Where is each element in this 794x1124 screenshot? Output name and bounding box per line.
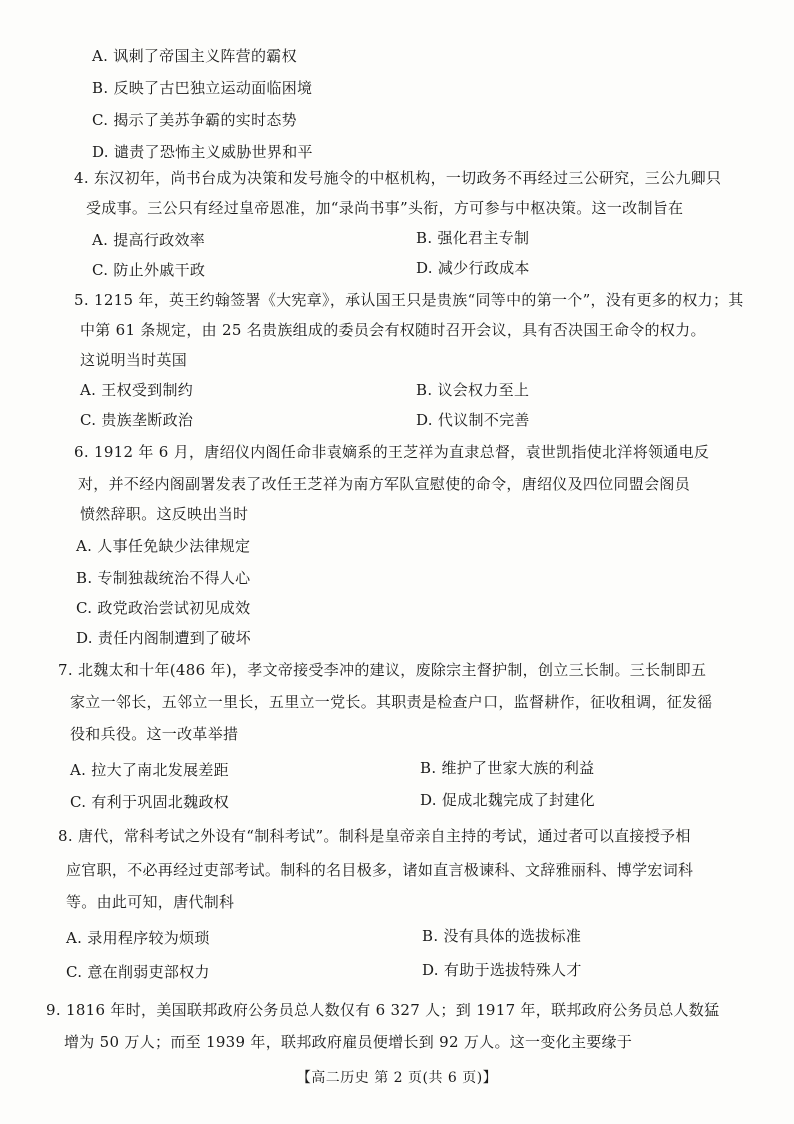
q3-option-d: D. 谴责了恐怖主义威胁世界和平 [92, 143, 313, 161]
q8-stem-line1: 8. 唐代，常科考试之外设有“制科考试”。制科是皇帝亲自主持的考试，通过者可以直接授予相 [58, 827, 691, 845]
q7-option-d: D. 促成北魏完成了封建化 [420, 791, 595, 809]
q4-option-b: B. 强化君主专制 [416, 229, 530, 247]
q4-option-a: A. 提高行政效率 [92, 231, 206, 249]
q5-option-c: C. 贵族垄断政治 [80, 411, 194, 429]
q8-option-c: C. 意在削弱吏部权力 [66, 963, 210, 981]
q4-option-d: D. 减少行政成本 [416, 259, 530, 277]
q4-option-c: C. 防止外戚干政 [92, 261, 206, 279]
q8-stem-line3: 等。由此可知，唐代制科 [66, 893, 235, 911]
q8-option-d: D. 有助于选拔特殊人才 [422, 961, 582, 979]
q9-stem-line2: 增为 50 万人；而至 1939 年，联邦政府雇员便增长到 92 万人。这一变化主要缘于 [64, 1033, 633, 1051]
q8-stem-line2: 应官职，不必再经过吏部考试。制科的名目极多，诸如直言极谏科、文辞雅丽科、博学宏词科 [66, 861, 694, 879]
q6-stem-line1: 6. 1912 年 6 月，唐绍仪内阁任命非袁嫡系的王芝祥为直隶总督，袁世凯指使北洋将领通电反 [74, 443, 710, 461]
q4-stem-line2: 受成事。三公只有经过皇帝恩准，加“录尚书事”头衔，方可参与中枢决策。这一改制旨在 [86, 199, 684, 217]
q3-option-a: A. 讽刺了帝国主义阵营的霸权 [92, 47, 297, 65]
q5-stem-line2: 中第 61 条规定，由 25 名贵族组成的委员会有权随时召开会议，具有否决国王命令的权力。 [80, 321, 706, 339]
page-footer: 【高二历史 第 2 页(共 6 页)】 [296, 1070, 498, 1086]
q6-option-c: C. 政党政治尝试初见成效 [76, 599, 251, 617]
q7-option-c: C. 有利于巩固北魏政权 [70, 793, 230, 811]
q7-option-b: B. 维护了世家大族的利益 [420, 759, 595, 777]
q9-stem-line1: 9. 1816 年时，美国联邦政府公务员总人数仅有 6 327 人；到 1917 年，联邦政府公务员总人数猛 [46, 1001, 720, 1019]
q6-stem-line3: 愤然辞职。这反映出当时 [80, 505, 249, 523]
q6-stem-line2: 对，并不经内阁副署发表了改任王芝祥为南方军队宣慰使的命令，唐绍仪及四位同盟会阁员 [78, 475, 691, 493]
q8-option-a: A. 录用程序较为烦琐 [66, 929, 210, 947]
q5-stem-line1: 5. 1215 年，英王约翰签署《大宪章》，承认国王只是贵族“同等中的第一个”，没有更多的权力；其 [74, 291, 744, 309]
q5-option-d: D. 代议制不完善 [416, 411, 530, 429]
q6-option-b: B. 专制独裁统治不得人心 [76, 569, 251, 587]
q3-option-c: C. 揭示了美苏争霸的实时态势 [92, 111, 297, 129]
q5-option-b: B. 议会权力至上 [416, 381, 530, 399]
q6-option-a: A. 人事任免缺少法律规定 [76, 537, 251, 555]
q8-option-b: B. 没有具体的选拔标准 [422, 927, 582, 945]
q5-option-a: A. 王权受到制约 [80, 381, 194, 399]
q5-stem-line3: 这说明当时英国 [80, 351, 188, 369]
q7-stem-line1: 7. 北魏太和十年(486 年)，孝文帝接受李冲的建议，废除宗主督护制，创立三长制。三长制即五 [58, 661, 707, 679]
q7-stem-line2: 家立一邻长，五邻立一里长，五里立一党长。其职责是检查户口，监督耕作，征收租调，征发徭 [70, 693, 713, 711]
q3-option-b: B. 反映了古巴独立运动面临困境 [92, 79, 313, 97]
q4-stem-line1: 4. 东汉初年，尚书台成为决策和发号施令的中枢机构，一切政务不再经过三公研究，三公九卿只 [74, 169, 722, 187]
q7-stem-line3: 役和兵役。这一改革举措 [70, 725, 239, 743]
q6-option-d: D. 责任内阁制遭到了破坏 [76, 629, 251, 647]
q7-option-a: A. 拉大了南北发展差距 [70, 761, 229, 779]
